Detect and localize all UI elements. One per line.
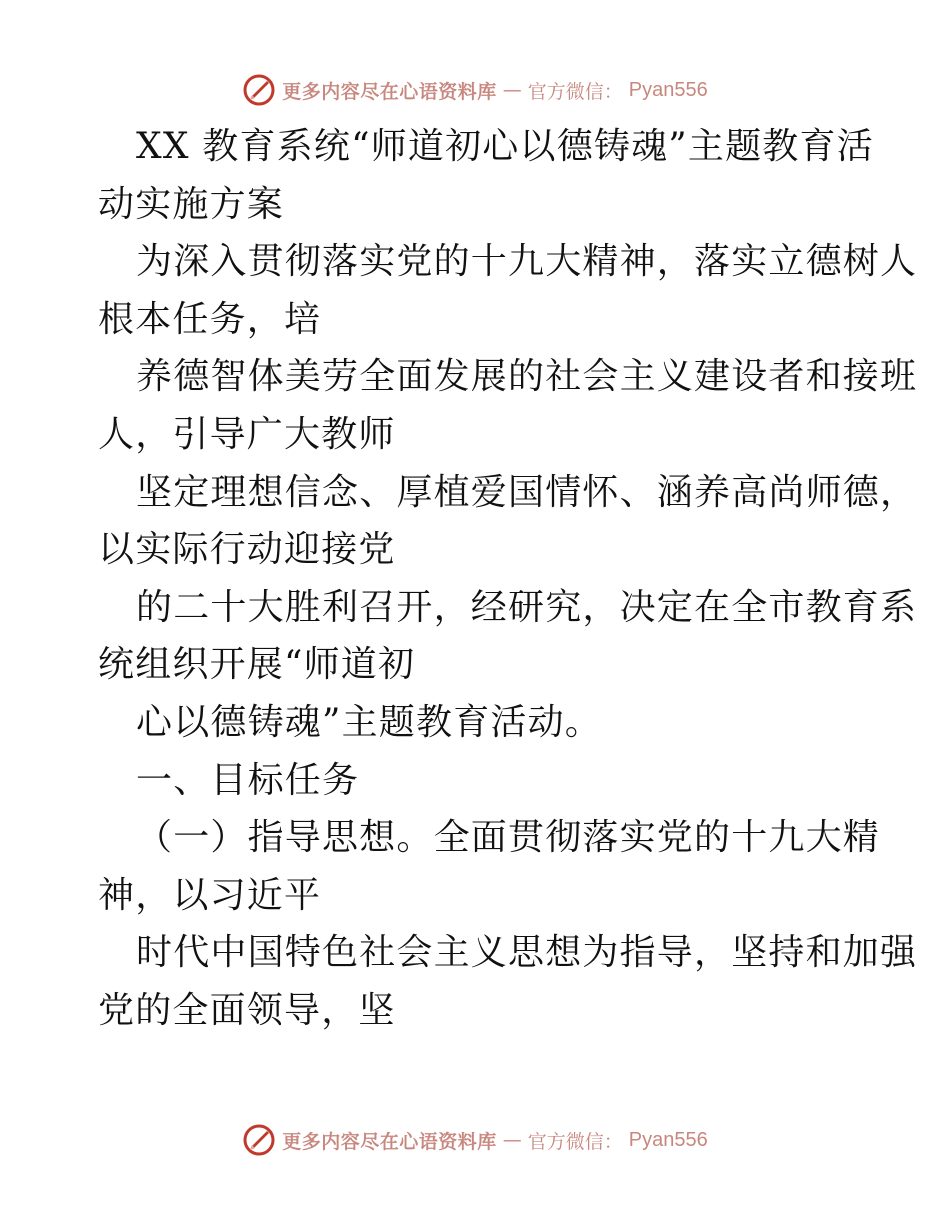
text-line: 根本任务，培 [98, 298, 322, 340]
watermark-dash: — [502, 79, 522, 101]
text-line: XX 教育系统“师道初心以德铸魂”主题教育活 [136, 126, 874, 167]
library-logo-icon [242, 1123, 276, 1157]
footer-watermark [0, 1120, 950, 1160]
text-line: 党的全面领导，坚 [98, 989, 396, 1031]
text-line: 以实际行动迎接党 [98, 529, 396, 571]
text-line: 人，引导广大教师 [98, 413, 396, 455]
watermark-dash: — [502, 1129, 522, 1151]
library-logo-icon [242, 73, 276, 107]
text-line: 养德智体美劳全面发展的社会主义建设者和接班 [136, 356, 918, 398]
text-line: 时代中国特色社会主义思想为指导，坚持和加强 [136, 932, 918, 974]
text-line: 心以德铸魂”主题教育活动。 [136, 701, 603, 743]
watermark-label: 官方微信： [527, 80, 623, 103]
text-line: 坚定理想信念、厚植爱国情怀、涵养高尚师德， [136, 471, 918, 513]
header-watermark [0, 70, 950, 110]
text-line: 的二十大胜利召开，经研究，决定在全市教育系 [136, 586, 918, 628]
text-line: （一）指导思想。全面贯彻落实党的十九大精 [136, 817, 881, 859]
watermark-id: Pyan556 [628, 78, 708, 101]
watermark-site: 更多内容尽在心语资料库 [282, 1130, 497, 1153]
text-line: 统组织开展“师道初 [98, 644, 416, 686]
watermark-label: 官方微信： [527, 1130, 623, 1153]
watermark-group [242, 1123, 708, 1157]
watermark-id: Pyan556 [628, 1128, 708, 1151]
text-line: 神，以习近平 [98, 874, 322, 916]
watermark-site: 更多内容尽在心语资料库 [282, 80, 497, 103]
text-line: 为深入贯彻落实党的十九大精神，落实立德树人 [136, 241, 918, 283]
section-heading: 一、目标任务 [136, 759, 360, 801]
text-line: 动实施方案 [98, 183, 285, 225]
watermark-group [242, 73, 708, 107]
document-body [98, 118, 918, 1040]
